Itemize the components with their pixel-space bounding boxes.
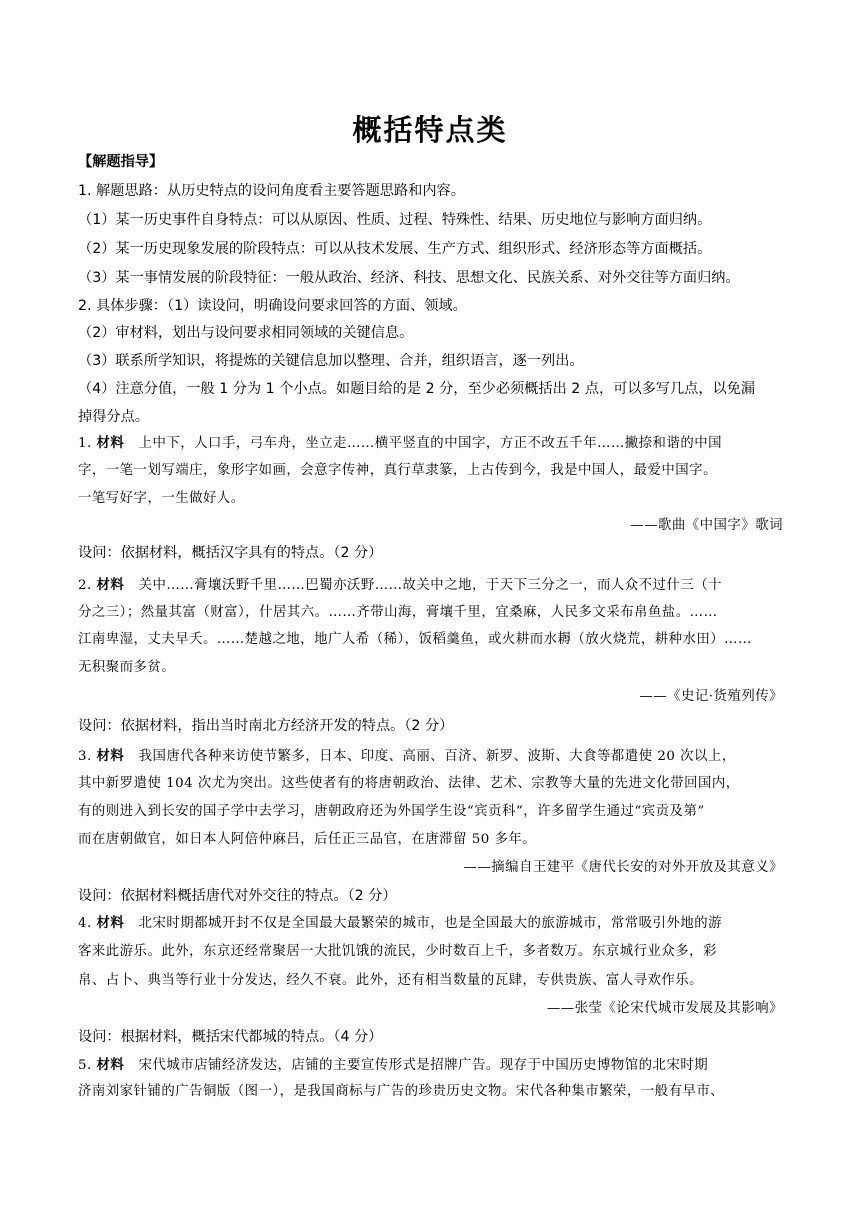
question-number: 2. <box>78 578 92 593</box>
question-3-line-1 <box>78 746 783 767</box>
material-text: 无积聚而多贫。 <box>78 660 176 675</box>
material-text: 江南卑湿，丈夫早夭。……楚越之地，地广人希（稀），饭稻羹鱼，或火耕而水耨（放火烧荒，耕种水田）…… <box>78 632 752 647</box>
material-text: 宋代城市店铺经济发达，店铺的主要宣传形式是招牌广告。现存于中国历史博物馆的北宋时期 <box>138 1058 709 1073</box>
question-prompt: 设问：依据材料，概括汉字具有的特点。（2 分） <box>78 545 383 561</box>
guide-line: 2. 具体步骤：（1）读设问，明确设问要求回答的方面、领域。 <box>78 298 467 314</box>
guide-line: （2）审材料，划出与设问要求相同领域的关键信息。 <box>78 325 414 341</box>
material-text: 其中新罗遣使 104 次尤为突出。这些使者有的将唐朝政治、法律、艺术、宗教等大量的先进文化带回国内， <box>78 776 740 791</box>
material-source: ——摘编自王建平《唐代长安的对外开放及其意义》 <box>463 860 783 875</box>
material-label: 材料 <box>96 577 125 593</box>
guide-line: （1）某一历史事件自身特点：可以从原因、性质、过程、特殊性、结果、历史地位与影响方面归纳。 <box>78 212 712 228</box>
material-text: 关中……膏壤沃野千里……巴蜀亦沃野……故关中之地，于天下三分之一，而人众不过什三（十 <box>138 578 723 593</box>
material-text: 上中下，人口手，弓车舟，坐立走……横平竖直的中国字，方正不改五千年……撇捺和谐的中国 <box>138 436 723 451</box>
material-text: 济南刘家针铺的广告铜版（图一），是我国商标与广告的珍贵历史文物。宋代各种集市繁荣，一般有早市、 <box>78 1084 725 1099</box>
question-4-line-1 <box>78 913 783 934</box>
question-2-line-1 <box>78 575 783 596</box>
page-title: 概括特点类 <box>352 113 508 147</box>
material-label: 材料 <box>96 748 125 764</box>
question-prompt: 设问：依据材料概括唐代对外交往的特点。（2 分） <box>78 888 397 904</box>
material-text: 客来此游乐。此外，东京还经常聚居一大批饥饿的流民，少时数百上千，多者数万。东京城行业众多，彩 <box>78 944 717 959</box>
guide-heading: 【解题指导】 <box>78 154 164 170</box>
question-prompt: 设问：依据材料，指出当时南北方经济开发的特点。（2 分） <box>78 718 454 734</box>
material-label: 材料 <box>96 435 125 451</box>
material-label: 材料 <box>96 915 125 931</box>
material-label: 材料 <box>96 1057 125 1073</box>
material-text: 有的则进入到长安的国子学中去学习，唐朝政府还为外国学生设“宾贡科”，许多留学生通过“宾贡及第” <box>78 804 705 819</box>
question-5-line-1 <box>78 1055 783 1076</box>
material-source: ——张莹《论宋代城市发展及其影响》 <box>546 1001 783 1016</box>
question-number: 4. <box>78 916 92 931</box>
guide-line: （3）联系所学知识，将提炼的关键信息加以整理、合并，组织语言，逐一列出。 <box>78 353 584 369</box>
material-text: 字，一笔一划写端庄，象形字如画，会意字传神，真行草隶篆，上古传到今，我是中国人，最爱中国字。 <box>78 463 717 478</box>
guide-line: 1. 解题思路：从历史特点的设问角度看主要答题思路和内容。 <box>78 183 465 199</box>
material-text: 一笔写好字，一生做好人。 <box>78 491 245 506</box>
guide-line: （3）某一事情发展的阶段特征：一般从政治、经济、科技、思想文化、民族关系、对外交往等方面归纳。 <box>78 270 740 286</box>
guide-line: （4）注意分值，一般 1 分为 1 个小点。如题目给的是 2 分，至少必须概括出 2 点，可以多写几点，以免漏 <box>78 381 756 397</box>
guide-line: 掉得分点。 <box>78 409 149 425</box>
material-text: 分之三）；然量其富（财富），什居其六。……齐带山海，膏壤千里，宜桑麻，人民多文采布帛鱼盐。…… <box>78 605 718 620</box>
question-number: 3. <box>78 749 92 764</box>
question-number: 1. <box>78 436 92 451</box>
material-text: 我国唐代各种来访使节繁多，日本、印度、高丽、百济、新罗、波斯、大食等都遣使 20 次以上， <box>138 749 736 764</box>
material-text: 帛、占卜、典当等行业十分发达，经久不衰。此外，还有相当数量的瓦肆，专供贵族、富人寻欢作乐。 <box>78 973 704 988</box>
question-prompt: 设问：根据材料，概括宋代都城的特点。（4 分） <box>78 1029 383 1045</box>
material-text: 北宋时期都城开封不仅是全国最大最繁荣的城市，也是全国最大的旅游城市，常常吸引外地的游 <box>138 916 723 931</box>
question-number: 5. <box>78 1058 92 1073</box>
material-source: ——《史记·货殖列传》 <box>639 689 783 704</box>
material-source: ——歌曲《中国字》歌词 <box>630 518 783 533</box>
question-1-line-1 <box>78 433 783 454</box>
material-text: 而在唐朝做官，如日本人阿倍仲麻吕，后任正三品官，在唐滞留 50 多年。 <box>78 832 537 847</box>
guide-line: （2）某一历史现象发展的阶段特点：可以从技术发展、生产方式、组织形式、经济形态等方面概括。 <box>78 241 712 257</box>
